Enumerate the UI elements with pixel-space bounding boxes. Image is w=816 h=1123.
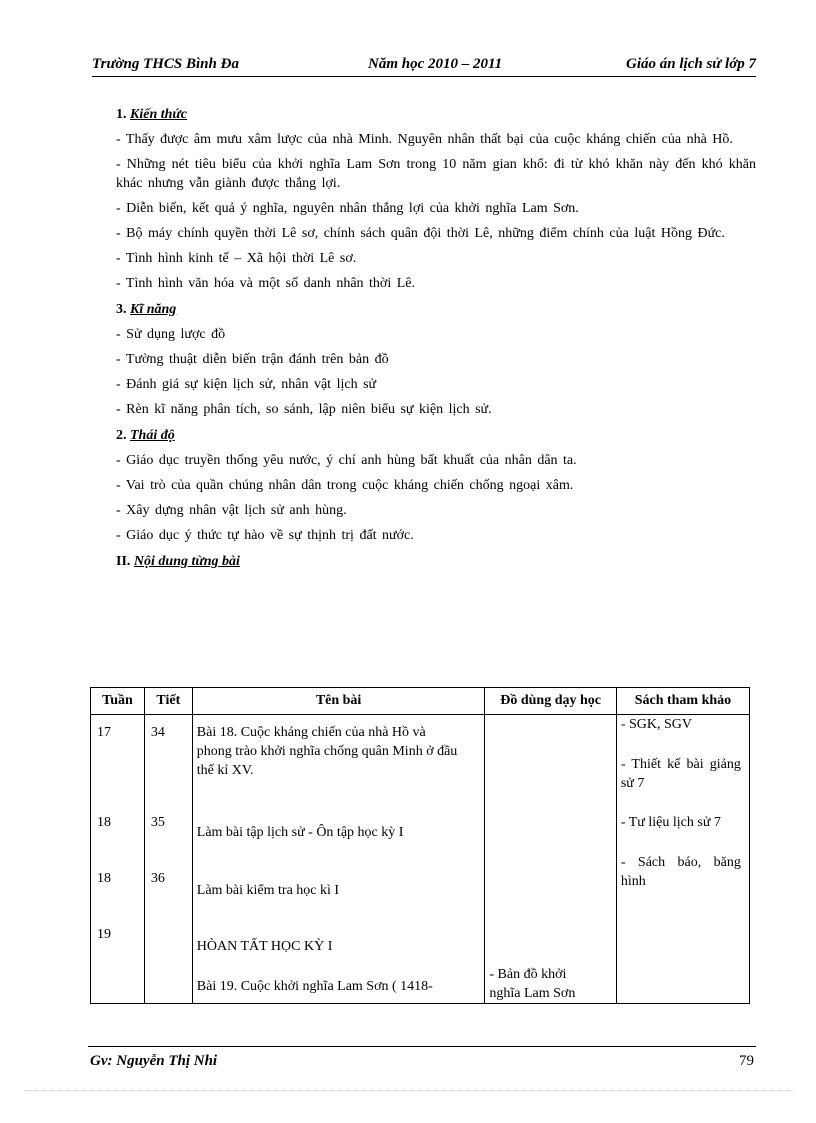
tiet-value: 36 <box>150 871 165 886</box>
header-ten-bai: Tên bài <box>192 688 485 715</box>
page-number: 79 <box>739 1053 754 1069</box>
knowledge-item: - Thấy được âm mưu xâm lược của nhà Minh. Nguyên nhân thất bại của cuộc kháng chiến của nhà Hồ. <box>116 132 733 147</box>
cell-do-dung <box>485 715 616 1004</box>
ten-bai-value: Bài 18. Cuộc kháng chiến của nhà Hồ và phong trào khởi nghĩa chống quân Minh ở đầu thế kỉ XV. <box>196 725 458 778</box>
attitude-item: - Giáo dục truyền thống yêu nước, ý chí anh hùng bất khuất của nhân dân ta. <box>116 453 577 468</box>
lesson-table <box>90 687 750 1004</box>
knowledge-item: - Diễn biến, kết quả ý nghĩa, nguyên nhân thắng lợi của khởi nghĩa Lam Sơn. <box>116 201 579 216</box>
attitude-item: - Vai trò của quần chúng nhân dân trong cuộc kháng chiến chống ngoại xâm. <box>116 478 574 493</box>
skills-item: - Rèn kĩ năng phân tích, so sánh, lập niên biểu sự kiện lịch sử. <box>116 402 492 417</box>
tiet-value: 34 <box>150 725 165 740</box>
footer-teacher: Gv: Nguyễn Thị Nhi <box>90 1053 218 1069</box>
header-tuan: Tuần <box>91 688 145 715</box>
knowledge-item: - Tình hình kinh tế – Xã hội thời Lê sơ. <box>116 251 357 266</box>
tuan-value: 18 <box>97 815 111 830</box>
cell-tuan <box>91 715 145 1004</box>
tuan-value: 18 <box>97 871 111 886</box>
header-do-dung: Đồ dùng dạy học <box>485 688 616 715</box>
page-footer <box>88 1046 756 1073</box>
sach-value: - Tư liệu lịch sử 7 <box>620 815 721 830</box>
sach-value: - SGK, SGV <box>620 717 693 732</box>
table-header-row <box>91 688 750 715</box>
ten-bai-value: Làm bài kiểm tra học kì I <box>196 883 340 898</box>
skills-item: - Tường thuật diễn biến trận đánh trên bản đồ <box>116 352 389 367</box>
knowledge-heading: 1. Kiến thức <box>116 107 188 122</box>
knowledge-item: - Tình hình văn hóa và một số danh nhân thời Lê. <box>116 276 415 291</box>
page-edge-divider <box>24 1090 794 1091</box>
skills-item: - Sử dụng lược đồ <box>116 327 226 342</box>
ten-bai-value: Làm bài tập lịch sử - Ôn tập học kỳ I <box>196 825 404 840</box>
cell-sach <box>616 715 749 1004</box>
attitude-item: - Giáo dục ý thức tự hào về sự thịnh trị đất nước. <box>116 528 414 543</box>
ten-bai-value: Bài 19. Cuộc khởi nghĩa Lam Sơn ( 1418- <box>196 979 433 994</box>
content-heading: II. Nội dung từng bài <box>116 554 240 569</box>
table-row <box>91 715 750 1004</box>
cell-tiet <box>144 715 192 1004</box>
sach-value: - Sách báo, băng hình <box>620 855 741 889</box>
skills-heading: 3. Kĩ năng <box>116 302 177 317</box>
knowledge-item: - Bộ máy chính quyền thời Lê sơ, chính sách quân đội thời Lê, những điểm chính của luật Hồng Đức. <box>116 226 725 241</box>
cell-ten-bai <box>192 715 485 1004</box>
tuan-value: 19 <box>97 927 111 942</box>
header-school: Trường THCS Bình Đa <box>92 56 239 72</box>
header-sach: Sách tham khảo <box>616 688 749 715</box>
page-header <box>92 54 756 77</box>
do-dung-value: - Bản đồ khởi nghĩa Lam Sơn <box>489 967 576 1001</box>
document-body <box>116 104 756 573</box>
ten-bai-value: HÒAN TẤT HỌC KỲ I <box>196 939 333 954</box>
sach-value: - Thiết kế bài giảng sử 7 <box>620 757 741 791</box>
knowledge-item: - Những nét tiêu biểu của khởi nghĩa Lam Sơn trong 10 năm gian khổ: đi từ khó khăn này đến khó khăn khác nhưng vẫn giành được thắng lợi. <box>116 157 756 191</box>
attitude-heading: 2. Thái độ <box>116 428 175 443</box>
tuan-value: 17 <box>97 725 111 740</box>
header-subject: Giáo án lịch sử lớp 7 <box>626 56 756 72</box>
skills-item: - Đánh giá sự kiện lịch sử, nhân vật lịch sử <box>116 377 377 392</box>
attitude-item: - Xây dựng nhân vật lịch sử anh hùng. <box>116 503 347 518</box>
header-year: Năm học 2010 – 2011 <box>368 56 503 72</box>
tiet-value: 35 <box>150 815 165 830</box>
header-tiet: Tiết <box>144 688 192 715</box>
